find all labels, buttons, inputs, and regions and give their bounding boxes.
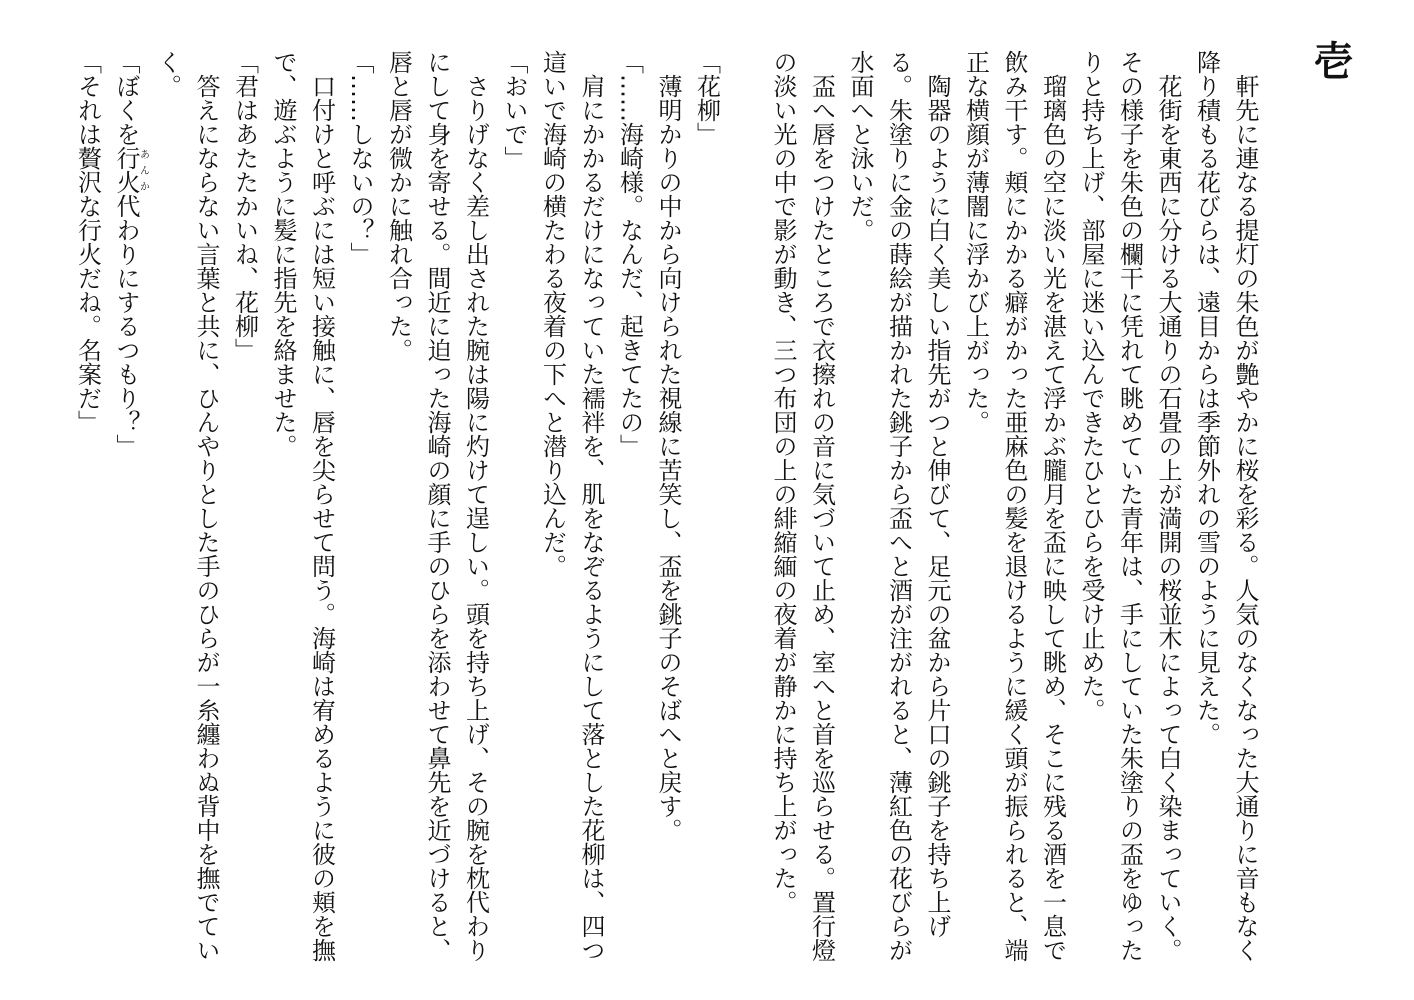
paragraph-9: 口付けと呼ぶには短い接触に、唇を尖らせて問う。海崎は宥めるように彼の頬を撫で、遊ぶように髪に指先を絡ませた。	[269, 50, 336, 962]
paragraph-7: 肩にかかるだけになっていた襦袢を、肌をなぞるようにして落とした花柳は、四つ這いで海崎の横たわる夜着の下へと潜り込んだ。	[538, 50, 605, 962]
dialogue-5: 「君はあたたかいね、花柳」	[230, 50, 259, 362]
paragraph-3: 瑠璃色の空に淡い光を湛えて浮かぶ朧月を盃に映して眺め、そこに残る酒を一息で飲み干す。頬にかかる癖がかった亜麻色の髪を退けるように緩く頭が振られると、端正な横顔が薄闇に浮かび上がった。	[961, 50, 1067, 962]
dialogue-3: 「おいで」	[500, 50, 528, 170]
paragraph-5: 盃へ唇をつけたところで衣擦れの音に気づいて止め、室へと首を巡らせる。置行燈の淡い光の中で影が動き、三つ布団の上の緋縮緬の夜着が静かに持ち上がった。	[769, 50, 836, 962]
paragraph-4: 陶器のように白く美しい指先がつと伸びて、足元の盆から片口の銚子を持ち上げる。朱塗りに金の蒔絵が描かれた銚子から盃へと酒が注がれると、薄紅色の花びらが水面へと泳いだ。	[846, 50, 951, 962]
dialogue-1: 「花柳」	[692, 50, 721, 146]
paragraph-2: 花街を東西に分ける大通りの石畳の上が満開の桜並木によって白く染まっていく。その様子を朱色の欄干に凭れて眺めていた青年は、手にしていた朱塗りの盃をゆったりと持ち上げ、部屋に迷い込んできたひとひらを受け止めた。	[1077, 50, 1182, 962]
ruby-reading: あんか	[137, 146, 149, 194]
chapter-title: 壱	[1307, 40, 1353, 80]
ruby-base: 行火	[112, 146, 140, 194]
dialogue-6: 「ぼくを行火あんか代わりにするつもり？」	[112, 50, 149, 458]
dialogue-4: 「……しないの？」	[346, 50, 374, 266]
ruby-annotation	[112, 146, 149, 194]
dialogue-2: 「……海崎様。なんだ、起きてたの」	[615, 50, 644, 458]
paragraph-8: さりげなく差し出された腕は陽に灼けて逞しい。頭を持ち上げ、その腕を枕代わりにして身を寄せる。間近に迫った海崎の顔に手のひらを添わせて鼻先を近づけると、唇と唇が微かに触れ合った。	[384, 50, 490, 962]
text-body	[44, 50, 1264, 970]
paragraph-10: 答えにならない言葉と共に、ひんやりとした手のひらが一糸纏わぬ背中を撫でていく。	[153, 50, 220, 962]
paragraph-1: 軒先に連なる提灯の朱色が艶やかに桜を彩る。人気のなくなった大通りに音もなく降り積もる花びらは、遠目からは季節外れの雪のように見えた。	[1192, 50, 1259, 962]
paragraph-6: 薄明かりの中から向けられた視線に苦笑し、盃を銚子のそばへと戻す。	[654, 74, 682, 842]
dialogue-7: 「それは贅沢な行火だね。名案だ」	[73, 50, 102, 434]
